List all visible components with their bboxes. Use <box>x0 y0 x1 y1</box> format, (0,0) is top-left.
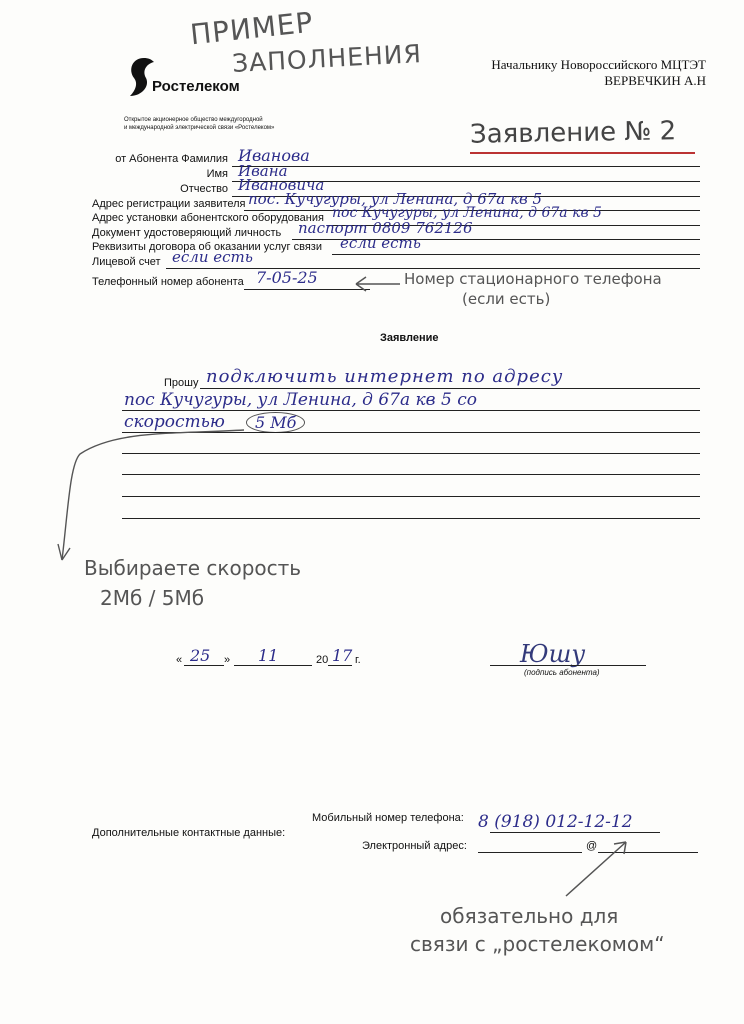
heading-underline <box>470 152 695 154</box>
contacts-label: Дополнительные контактные данные: <box>92 827 286 839</box>
request-line1: подключить интернет по адресу <box>206 366 564 387</box>
account-value: если есть <box>172 248 253 266</box>
logo-subtitle-1: Открытое акционерное общество междугородной <box>124 117 263 123</box>
email-arrow-icon <box>560 836 640 900</box>
mobile-label: Мобильный номер телефона: <box>312 812 464 824</box>
surname-value: Иванова <box>238 146 310 165</box>
sample-stamp-line1: ПРИМЕР <box>188 5 316 52</box>
install-address-value: пос Кучугуры, ул Ленина, д 67а кв 5 <box>332 205 602 221</box>
sample-stamp-line2: ЗАПОЛНЕНИЯ <box>231 39 423 78</box>
contract-value: если есть <box>340 234 421 252</box>
request-line2: пос Кучугуры, ул Ленина, д 67а кв 5 со <box>124 390 477 410</box>
request-speed: 5 Мб <box>246 412 305 433</box>
email-at: @ <box>586 840 598 852</box>
date-month-line <box>234 665 312 666</box>
date-year-prefix: 20 <box>316 654 329 666</box>
mobile-line <box>490 832 660 833</box>
contract-line <box>332 254 700 255</box>
date-year-line <box>328 665 352 666</box>
reg-address-label: Адрес регистрации заявителя <box>92 198 246 210</box>
mobile-value: 8 (918) 012-12-12 <box>478 812 633 832</box>
date-year: 17 <box>332 646 353 665</box>
phone-note-line1: Номер стационарного телефона <box>404 270 662 288</box>
request-rule-2 <box>122 410 700 411</box>
request-rule-1 <box>200 388 700 389</box>
request-line3: скоростью <box>124 412 225 432</box>
name-value: Ивана <box>238 162 288 180</box>
addressee-line2: ВЕРВЕЧКИН А.Н <box>604 73 706 88</box>
signature-scribble: Юшу <box>520 640 586 668</box>
signature-line <box>490 665 646 666</box>
id-doc-label: Документ удостоверяющий личность <box>92 227 282 239</box>
date-close-quote: » <box>224 654 231 666</box>
signature-label: (подпись абонента) <box>524 668 600 677</box>
date-open-quote: « <box>176 654 183 666</box>
statement-title: Заявление <box>380 332 439 344</box>
email-label: Электронный адрес: <box>362 840 467 852</box>
reg-address-value: пос. Кучугуры, ул Ленина, д 67а кв 5 <box>248 190 542 208</box>
date-day-line <box>184 665 224 666</box>
phone-note-line2: (если есть) <box>462 290 551 308</box>
speed-note-line1: Выбираете скорость <box>84 556 302 580</box>
install-address-label: Адрес установки абонентского оборудования <box>92 212 324 224</box>
logo-name: Ростелеком <box>152 78 240 95</box>
request-label: Прошу <box>164 377 199 389</box>
speed-note-line2: 2Мб / 5Мб <box>100 586 205 610</box>
date-month: 11 <box>258 646 279 665</box>
phone-value: 7-05-25 <box>256 268 318 287</box>
account-label: Лицевой счет <box>92 256 161 268</box>
patronymic-label: Отчество <box>180 183 228 195</box>
name-label: Имя <box>206 168 228 180</box>
date-suffix: г. <box>355 654 361 666</box>
id-doc-value: паспорт 0809 762126 <box>298 219 473 237</box>
arrow-left-icon <box>352 274 402 294</box>
logo-subtitle-2: и международной электрической связи «Ростелеком» <box>124 125 275 131</box>
phone-label: Телефонный номер абонента <box>92 276 244 288</box>
addressee-line1: Начальнику Новороссийского МЦТЭТ <box>491 57 706 72</box>
date-day: 25 <box>190 646 211 665</box>
speed-annotation-arrow-icon <box>56 420 256 570</box>
surname-label: от Абонента Фамилия <box>115 153 228 165</box>
bottom-note-line1: обязательно для <box>440 904 619 928</box>
contract-label: Реквизиты договора об оказании услуг связи <box>92 241 322 253</box>
statement-heading-handwritten: Заявление № 2 <box>469 116 677 150</box>
surname-line <box>232 166 700 167</box>
account-line <box>166 268 700 269</box>
patronymic-value: Ивановича <box>238 176 325 194</box>
bottom-note-line2: связи с „ростелекомом“ <box>410 932 665 956</box>
